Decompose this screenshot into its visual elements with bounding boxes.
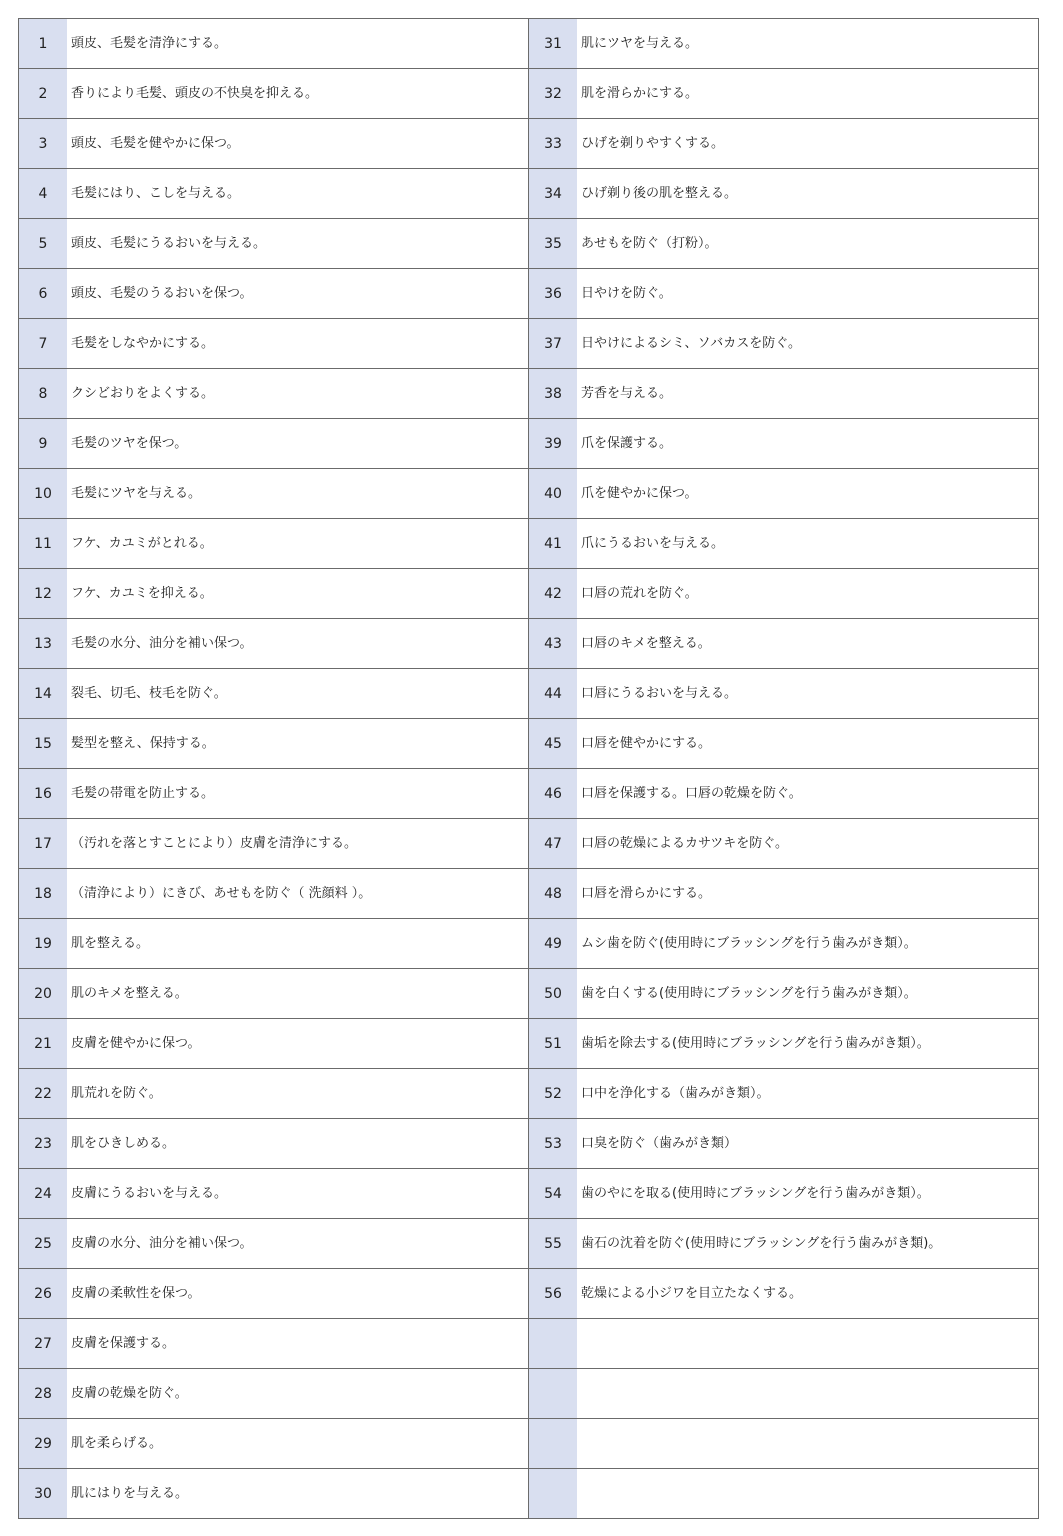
- left-item-number: 6: [19, 269, 68, 319]
- table-row: [19, 1469, 1039, 1519]
- right-item-text: 口臭を防ぐ（歯みがき類）: [577, 1119, 1039, 1169]
- table-row: [19, 19, 1039, 69]
- left-item-text: 毛髪にツヤを与える。: [67, 469, 529, 519]
- left-item-number: 7: [19, 319, 68, 369]
- table-row: [19, 569, 1039, 619]
- right-item-text: [577, 1469, 1039, 1519]
- left-item-text: 頭皮、毛髪にうるおいを与える。: [67, 219, 529, 269]
- right-item-text: [577, 1419, 1039, 1469]
- left-item-text: 毛髪をしなやかにする。: [67, 319, 529, 369]
- left-item-text: 頭皮、毛髪を健やかに保つ。: [67, 119, 529, 169]
- left-item-number: 28: [19, 1369, 68, 1419]
- table-row: [19, 1119, 1039, 1169]
- right-item-text: あせもを防ぐ（打粉）。: [577, 219, 1039, 269]
- left-item-number: 3: [19, 119, 68, 169]
- left-item-number: 15: [19, 719, 68, 769]
- table-row: [19, 869, 1039, 919]
- left-item-text: 肌にはりを与える。: [67, 1469, 529, 1519]
- right-item-text: 口唇の荒れを防ぐ。: [577, 569, 1039, 619]
- right-item-number: 35: [529, 219, 578, 269]
- right-item-text: ひげを剃りやすくする。: [577, 119, 1039, 169]
- left-item-text: 香りにより毛髪、頭皮の不快臭を抑える。: [67, 69, 529, 119]
- left-item-number: 22: [19, 1069, 68, 1119]
- table-row: [19, 1269, 1039, 1319]
- right-item-number: 53: [529, 1119, 578, 1169]
- left-item-text: 毛髪の水分、油分を補い保つ。: [67, 619, 529, 669]
- right-item-number: 52: [529, 1069, 578, 1119]
- right-item-number: 34: [529, 169, 578, 219]
- right-item-number: 47: [529, 819, 578, 869]
- left-item-number: 12: [19, 569, 68, 619]
- left-item-text: 肌荒れを防ぐ。: [67, 1069, 529, 1119]
- right-item-number: 50: [529, 969, 578, 1019]
- right-item-number: [529, 1319, 578, 1369]
- left-item-number: 5: [19, 219, 68, 269]
- right-item-text: 肌を滑らかにする。: [577, 69, 1039, 119]
- left-item-text: 頭皮、毛髪のうるおいを保つ。: [67, 269, 529, 319]
- right-item-text: ムシ歯を防ぐ(使用時にブラッシングを行う歯みがき類）。: [577, 919, 1039, 969]
- table-row: [19, 719, 1039, 769]
- right-item-number: 32: [529, 69, 578, 119]
- right-item-text: 爪を健やかに保つ。: [577, 469, 1039, 519]
- table-row: [19, 919, 1039, 969]
- left-item-text: 皮膚を健やかに保つ。: [67, 1019, 529, 1069]
- left-item-number: 29: [19, 1419, 68, 1469]
- right-item-number: 36: [529, 269, 578, 319]
- left-item-number: 8: [19, 369, 68, 419]
- table-row: [19, 1169, 1039, 1219]
- left-item-text: 毛髪のツヤを保つ。: [67, 419, 529, 469]
- left-item-number: 20: [19, 969, 68, 1019]
- table-row: [19, 769, 1039, 819]
- right-item-number: 51: [529, 1019, 578, 1069]
- left-item-text: 頭皮、毛髪を清浄にする。: [67, 19, 529, 69]
- right-item-text: 歯石の沈着を防ぐ(使用時にブラッシングを行う歯みがき類)。: [577, 1219, 1039, 1269]
- left-item-text: 肌を柔らげる。: [67, 1419, 529, 1469]
- left-item-number: 25: [19, 1219, 68, 1269]
- right-item-number: 44: [529, 669, 578, 719]
- table-row: [19, 1019, 1039, 1069]
- left-item-number: 23: [19, 1119, 68, 1169]
- right-item-text: 爪にうるおいを与える。: [577, 519, 1039, 569]
- left-item-text: 肌のキメを整える。: [67, 969, 529, 1019]
- left-item-number: 18: [19, 869, 68, 919]
- left-item-number: 21: [19, 1019, 68, 1069]
- table-row: [19, 219, 1039, 269]
- left-item-text: フケ、カユミを抑える。: [67, 569, 529, 619]
- table-row: [19, 269, 1039, 319]
- right-item-text: 歯のやにを取る(使用時にブラッシングを行う歯みがき類）。: [577, 1169, 1039, 1219]
- left-item-text: 肌をひきしめる。: [67, 1119, 529, 1169]
- right-item-number: [529, 1469, 578, 1519]
- right-item-number: 31: [529, 19, 578, 69]
- table-row: [19, 169, 1039, 219]
- left-item-text: 皮膚の乾燥を防ぐ。: [67, 1369, 529, 1419]
- left-item-text: クシどおりをよくする。: [67, 369, 529, 419]
- table-row: [19, 69, 1039, 119]
- table-row: [19, 319, 1039, 369]
- left-item-text: 皮膚にうるおいを与える。: [67, 1169, 529, 1219]
- right-item-text: 口唇の乾燥によるカサツキを防ぐ。: [577, 819, 1039, 869]
- right-item-text: 乾燥による小ジワを目立たなくする。: [577, 1269, 1039, 1319]
- left-item-number: 27: [19, 1319, 68, 1369]
- right-item-text: 口唇を健やかにする。: [577, 719, 1039, 769]
- left-item-text: フケ、カユミがとれる。: [67, 519, 529, 569]
- left-item-number: 16: [19, 769, 68, 819]
- left-item-text: 毛髪の帯電を防止する。: [67, 769, 529, 819]
- table-row: [19, 1219, 1039, 1269]
- right-item-number: [529, 1369, 578, 1419]
- left-item-text: 毛髪にはり、こしを与える。: [67, 169, 529, 219]
- left-item-number: 13: [19, 619, 68, 669]
- right-item-number: 45: [529, 719, 578, 769]
- right-item-text: 日やけによるシミ、ソバカスを防ぐ。: [577, 319, 1039, 369]
- right-item-text: 日やけを防ぐ。: [577, 269, 1039, 319]
- table-body: [19, 19, 1039, 1519]
- right-item-number: 56: [529, 1269, 578, 1319]
- right-item-number: 40: [529, 469, 578, 519]
- left-item-text: 皮膚の柔軟性を保つ。: [67, 1269, 529, 1319]
- right-item-text: 爪を保護する。: [577, 419, 1039, 469]
- table-row: [19, 519, 1039, 569]
- right-item-number: 55: [529, 1219, 578, 1269]
- right-item-text: 口中を浄化する（歯みがき類）。: [577, 1069, 1039, 1119]
- right-item-number: [529, 1419, 578, 1469]
- table-row: [19, 419, 1039, 469]
- left-item-number: 24: [19, 1169, 68, 1219]
- right-item-text: ひげ剃り後の肌を整える。: [577, 169, 1039, 219]
- right-item-text: 歯を白くする(使用時にブラッシングを行う歯みがき類）。: [577, 969, 1039, 1019]
- right-item-number: 33: [529, 119, 578, 169]
- right-item-number: 37: [529, 319, 578, 369]
- table-row: [19, 369, 1039, 419]
- left-item-number: 2: [19, 69, 68, 119]
- right-item-text: 口唇にうるおいを与える。: [577, 669, 1039, 719]
- left-item-text: 皮膚の水分、油分を補い保つ。: [67, 1219, 529, 1269]
- left-item-number: 14: [19, 669, 68, 719]
- left-item-text: （清浄により）にきび、あせもを防ぐ（ 洗顔料 ）。: [67, 869, 529, 919]
- left-item-text: 皮膚を保護する。: [67, 1319, 529, 1369]
- right-item-number: 39: [529, 419, 578, 469]
- table-row: [19, 1069, 1039, 1119]
- right-item-number: 43: [529, 619, 578, 669]
- right-item-text: [577, 1369, 1039, 1419]
- right-item-text: 口唇を滑らかにする。: [577, 869, 1039, 919]
- right-item-number: 54: [529, 1169, 578, 1219]
- left-item-number: 30: [19, 1469, 68, 1519]
- right-item-text: 芳香を与える。: [577, 369, 1039, 419]
- table-row: [19, 969, 1039, 1019]
- right-item-text: 肌にツヤを与える。: [577, 19, 1039, 69]
- right-item-number: 49: [529, 919, 578, 969]
- table-row: [19, 669, 1039, 719]
- left-item-number: 4: [19, 169, 68, 219]
- left-item-number: 10: [19, 469, 68, 519]
- table-row: [19, 1419, 1039, 1469]
- right-item-number: 41: [529, 519, 578, 569]
- right-item-number: 42: [529, 569, 578, 619]
- efficacy-claims-table: [18, 18, 1039, 1519]
- table-row: [19, 1319, 1039, 1369]
- table-row: [19, 469, 1039, 519]
- left-item-text: 肌を整える。: [67, 919, 529, 969]
- table-row: [19, 119, 1039, 169]
- right-item-text: [577, 1319, 1039, 1369]
- table-row: [19, 619, 1039, 669]
- left-item-text: 裂毛、切毛、枝毛を防ぐ。: [67, 669, 529, 719]
- right-item-text: 歯垢を除去する(使用時にブラッシングを行う歯みがき類）。: [577, 1019, 1039, 1069]
- right-item-text: 口唇のキメを整える。: [577, 619, 1039, 669]
- right-item-number: 48: [529, 869, 578, 919]
- left-item-number: 9: [19, 419, 68, 469]
- left-item-text: （汚れを落とすことにより）皮膚を清浄にする。: [67, 819, 529, 869]
- right-item-number: 38: [529, 369, 578, 419]
- left-item-text: 髪型を整え、保持する。: [67, 719, 529, 769]
- table-row: [19, 1369, 1039, 1419]
- left-item-number: 1: [19, 19, 68, 69]
- right-item-number: 46: [529, 769, 578, 819]
- left-item-number: 26: [19, 1269, 68, 1319]
- left-item-number: 11: [19, 519, 68, 569]
- right-item-text: 口唇を保護する。口唇の乾燥を防ぐ。: [577, 769, 1039, 819]
- table-row: [19, 819, 1039, 869]
- left-item-number: 17: [19, 819, 68, 869]
- left-item-number: 19: [19, 919, 68, 969]
